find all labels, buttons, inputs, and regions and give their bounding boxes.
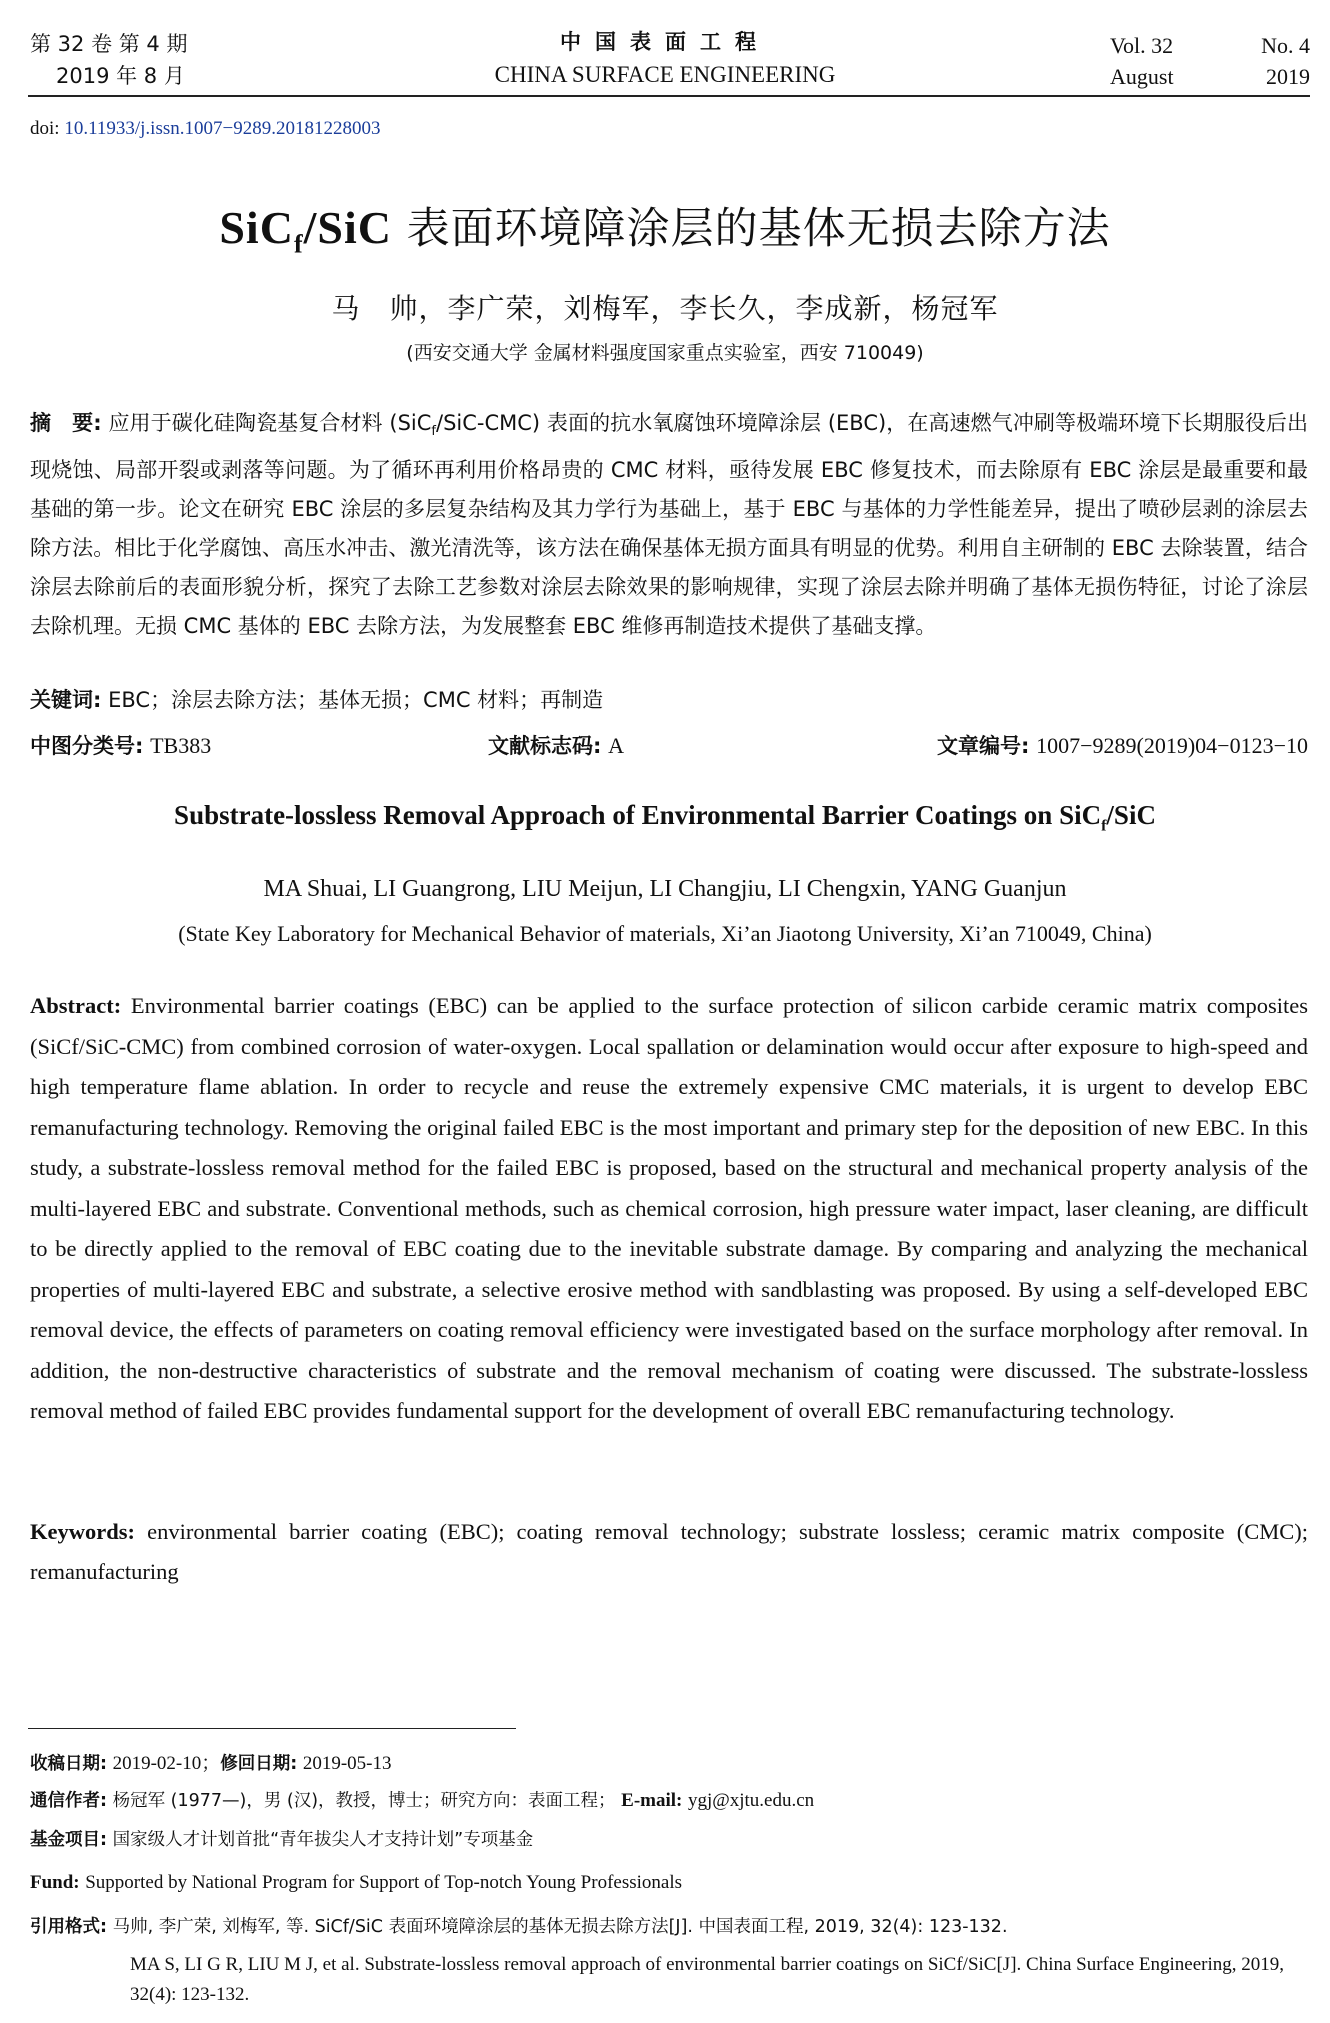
- doc-code-label: 文献标志码:: [488, 734, 602, 758]
- title-cn-sic2: /SiC: [303, 202, 392, 253]
- citation-label: 引用格式:: [30, 1917, 107, 1937]
- keywords-en-label: Keywords:: [30, 1519, 135, 1544]
- fund-en-text: Supported by National Program for Support of Top-notch Young Professionals: [85, 1872, 683, 1893]
- authors-en: MA Shuai, LI Guangrong, LIU Meijun, LI Changjiu, LI Chengxin, YANG Guanjun: [263, 876, 1067, 902]
- article-number-value: 1007−9289(2019)04−0123−10: [1036, 733, 1308, 758]
- revised-label: 修回日期:: [220, 1754, 298, 1774]
- footnote-divider: [28, 1728, 516, 1729]
- article-number: [937, 730, 1308, 760]
- abstract-cn-text-1: 应用于碳化硅陶瓷基复合材料 (SiC: [108, 411, 432, 435]
- abstract-cn-text-2: /SiC-CMC) 表面的抗水氧腐蚀环境障涂层 (EBC)，在高速燃气冲刷等极端环境下长期服役后出现烧蚀、局部开裂或剥落等问题。为了循环再利用价格昂贵的 CMC 材料，亟待发展 EBC 修复技术，而去除原有 EBC 涂层是最重要和最基础的第一步。论文在研究 EBC 涂层的多层复杂结构及其力学行为基础上，基于 EBC 与基体的力学性能差异，提出了喷砂层剥的涂层去除方法。相比于化学腐蚀、高压水冲击、激光清洗等，该方法在确保基体无损方面具有明显的优势。利用自主研制的 EBC 去除装置，结合涂层去除前后的表面形貌分析，探究了去除工艺参数对涂层去除效果的影响规律，实现了涂层去除并明确了基体无损伤特征，讨论了涂层去除机理。无损 CMC 基体的 EBC 去除方法，为发展整套 EBC 维修再制造技术提供了基础支撑。: [30, 411, 1308, 639]
- clc-label: 中图分类号:: [30, 734, 144, 758]
- citation-en: MA S, LI G R, LIU M J, et al. Substrate-lossless removal approach of environmental barrier coatings on SiCf/SiC[J]. China Surface Engineering, 2019, 32(4): 123-132.: [130, 1954, 1285, 2005]
- abstract-cn: [30, 404, 1308, 646]
- title-en-tail: /SiC: [1106, 800, 1156, 830]
- header-volume-en: [1110, 30, 1310, 92]
- title-cn-sub: f: [293, 229, 304, 259]
- corresponding-author: 杨冠军 (1977—)，男 (汉)，教授，博士；研究方向：表面工程；: [112, 1791, 616, 1811]
- volume-en: Vol. 32: [1110, 33, 1174, 58]
- footnote-dates: [30, 1748, 391, 1775]
- fund-en-label: Fund:: [30, 1872, 80, 1893]
- journal-name-en: CHINA SURFACE ENGINEERING: [494, 62, 836, 87]
- document-code: [488, 730, 624, 760]
- doi-link[interactable]: 10.11933/j.issn.1007−9289.20181228003: [64, 118, 381, 139]
- clc-number: [30, 730, 211, 760]
- volume-issue-cn: 第 32 卷 第 4 期: [30, 32, 188, 56]
- journal-name-cn: 中国表面工程: [560, 30, 770, 54]
- header-divider: [28, 95, 1310, 97]
- title-cn-text: 表面环境障涂层的基体无损去除方法: [406, 204, 1111, 254]
- fund-cn-text: 国家级人才计划首批“青年拔尖人才支持计划”专项基金: [112, 1830, 534, 1850]
- footnote-corresponding: [30, 1787, 814, 1812]
- abstract-en-text: Environmental barrier coatings (EBC) can be applied to the surface protection of silicon carbide ceramic matrix composites (SiCf/SiC-CMC) from combined corrosion of water-oxygen. Local spallation or delamination would occur after exposure to high-speed and high temperature flame ablation. In order to recycle and reuse the extremely expensive CMC materials, it is urgent to develop EBC remanufacturing technology. Removing the original failed EBC is the most important and primary step for the deposition of new EBC. In this study, a substrate-lossless removal method for the failed EBC is proposed, based on the structural and mechanical property analysis of the multi-layered EBC and substrate. Conventional methods, such as chemical corrosion, high pressure water impact, laser cleaning, are difficult to be directly applied to the removal of EBC coating due to the inevitable substrate damage. By comparing and analyzing the mechanical properties of multi-layered EBC and substrate, a selective erosive method with sandblasting was proposed. By using a self-developed EBC removal device, the effects of parameters on coating removal efficiency were investigated based on the surface morphology after removal. In addition, the non-destructive characteristics of substrate and the removal mechanism of coating were discussed. The substrate-lossless removal method of failed EBC provides fundamental support for the development of overall EBC remanufacturing technology.: [30, 993, 1309, 1423]
- title-en-main: Substrate-lossless Removal Approach of Environmental Barrier Coatings on SiC: [174, 800, 1102, 830]
- abstract-cn-label: 摘 要:: [30, 411, 102, 435]
- doc-code-value: A: [608, 733, 624, 758]
- doi-prefix: doi:: [30, 118, 60, 139]
- keywords-cn: [30, 684, 603, 714]
- doi-line: [30, 118, 380, 140]
- received-date: 2019-02-10；: [112, 1753, 221, 1774]
- affiliation-en: (State Key Laboratory for Mechanical Behavior of materials, Xi’an Jiaotong University, Xi’an 710049, China): [178, 921, 1152, 946]
- abstract-en: [30, 986, 1308, 1432]
- revised-date: 2019-05-13: [302, 1753, 392, 1774]
- keywords-cn-label: 关键词:: [30, 688, 102, 712]
- affiliation-cn: (西安交通大学 金属材料强度国家重点实验室，西安 710049): [406, 342, 924, 364]
- corresponding-label: 通信作者:: [30, 1791, 107, 1811]
- title-en: [0, 800, 1330, 835]
- citation-cn: 马帅, 李广荣, 刘梅军, 等. SiCf/SiC 表面环境障涂层的基体无损去除方法[J]. 中国表面工程, 2019, 32(4): 123-132.: [112, 1917, 1008, 1937]
- month-en: August: [1110, 64, 1174, 89]
- fund-cn-label: 基金项目:: [30, 1830, 107, 1850]
- clc-value: TB383: [150, 733, 212, 758]
- header-volume-cn: [30, 28, 187, 92]
- footnote-citation-cn: [30, 1913, 1008, 1938]
- title-cn-sic: SiC: [219, 202, 294, 253]
- abstract-en-label: Abstract:: [30, 993, 122, 1018]
- email-link[interactable]: ygj@xjtu.edu.cn: [687, 1790, 815, 1811]
- email-label: E-mail:: [621, 1790, 683, 1811]
- year-en: 2019: [1266, 64, 1310, 89]
- title-en-sub: f: [1101, 817, 1107, 835]
- abstract-cn-sub: f: [431, 424, 436, 440]
- keywords-en: [30, 1512, 1308, 1592]
- issue-en: No. 4: [1261, 33, 1310, 58]
- keywords-cn-value: EBC；涂层去除方法；基体无损；CMC 材料；再制造: [108, 688, 604, 712]
- article-number-label: 文章编号:: [937, 734, 1030, 758]
- journal-name: [440, 26, 890, 88]
- footnote-fund-cn: [30, 1826, 533, 1851]
- authors-cn: 马 帅，李广荣，刘梅军，李长久，李成新，杨冠军: [331, 292, 999, 325]
- date-cn: 2019 年 8 月: [56, 64, 185, 88]
- title-cn: [0, 195, 1330, 260]
- received-label: 收稿日期:: [30, 1754, 107, 1774]
- keywords-en-value: environmental barrier coating (EBC); coating removal technology; substrate lossless; ceramic matrix composite (CMC); remanufacturing: [30, 1519, 1309, 1584]
- footnote-fund-en: [30, 1872, 682, 1894]
